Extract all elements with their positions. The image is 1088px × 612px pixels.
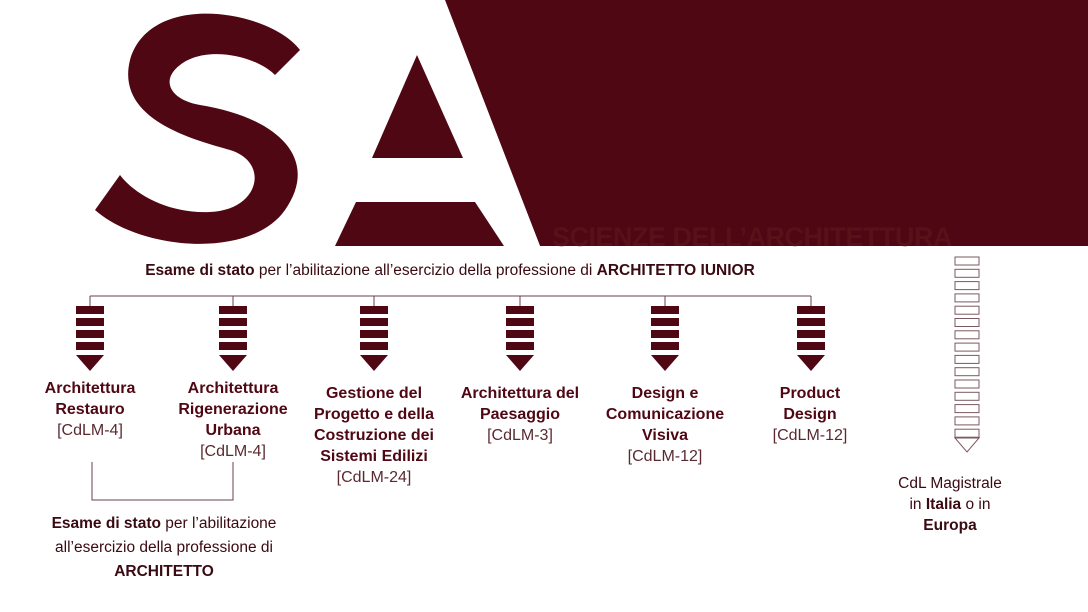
outlined-bar [955,282,979,290]
side-europa: Europa [923,517,977,534]
program-name: Gestione del Progetto e della Costruzione dei Sistemi Edilizi [313,385,435,465]
outlined-bar [955,405,979,413]
arrow-down-icon [506,296,534,371]
arrow-bar [797,306,825,314]
program-name: Product Design [779,385,841,423]
program-name: Architettura del Paesaggio [460,385,580,423]
exam-top-role: ARCHITETTO IUNIOR [596,262,755,279]
outlined-bar [955,257,979,265]
program-code: [CdLM-3] [487,427,553,444]
outlined-bar [955,429,979,437]
arrow-down-icon [219,296,247,371]
arrow-head [797,355,825,371]
arrow-bar [219,342,247,350]
program-name: Design e Comunicazione Visiva [605,385,725,444]
arrow-bar [360,342,388,350]
arrow-head [360,355,388,371]
arrow-bar [360,330,388,338]
outlined-bar [955,331,979,339]
exam-bottom-role: ARCHITETTO [114,563,214,580]
arrow-bar [506,330,534,338]
arrow-bar [219,330,247,338]
side-line1: CdL Magistrale [898,475,1002,492]
outlined-bar [955,269,979,277]
arrow-bar [76,342,104,350]
program-code: [CdLM-12] [772,427,848,444]
program-gestione-progetto [306,383,442,488]
side-o-in: o in [961,496,991,513]
program-code: [CdLM-12] [627,448,703,465]
exam-bottom-caption [14,512,314,584]
arrow-bar [506,318,534,326]
outlined-bar [955,355,979,363]
arrow-bar [506,342,534,350]
arrow-bar [651,318,679,326]
program-code: [CdLM-4] [200,443,266,460]
arrow-bar [76,330,104,338]
outlined-arrow-head [955,438,979,452]
program-code: [CdLM-4] [57,422,123,439]
arrow-bar [360,306,388,314]
outlined-bar [955,343,979,351]
program-design-comunicazione-visiva [600,383,730,467]
arrow-head [219,355,247,371]
arrow-bar [651,330,679,338]
outlined-bar [955,368,979,376]
exam-top-bold: Esame di stato [145,262,255,279]
arrow-bar [651,342,679,350]
arrow-head [506,355,534,371]
logo-letter-s [95,14,300,244]
outlined-bar [955,417,979,425]
program-name: Architettura Rigenerazione Urbana [178,380,288,439]
arrow-down-icon [76,296,104,371]
arrow-bar [219,306,247,314]
arrow-head [651,355,679,371]
exam-top-text: per l’abilitazione all’esercizio della professione di [254,262,597,279]
arrow-bar [651,306,679,314]
arrow-bar [360,318,388,326]
side-italia: Italia [925,496,962,513]
program-code: [CdLM-24] [336,469,412,486]
arrow-bar [797,318,825,326]
exam-top-caption [0,262,900,280]
program-architettura-paesaggio [452,383,588,446]
program-architettura-rigenerazione-urbana [168,378,298,462]
arrow-bar [219,318,247,326]
arrow-bar [797,342,825,350]
arrow-down-icon [360,296,388,371]
connector-bottom [92,462,233,500]
outlined-bar [955,294,979,302]
exam-bottom-text: per l’abilitazione all’esercizio della professione di [55,515,277,556]
page-title: SCIENZE DELL’ARCHITETTURA [552,222,953,252]
arrow-down-icon [797,296,825,371]
side-in: in [909,496,926,513]
arrow-bar [76,318,104,326]
arrow-head [76,355,104,371]
brand-banner [444,0,1088,246]
arrow-bar [506,306,534,314]
exam-bottom-bold: Esame di stato [51,515,161,532]
logo-a-trapezoid [335,202,504,246]
program-architettura-restauro [28,378,152,441]
outlined-arrow-down-icon [955,257,979,452]
arrow-bar [797,330,825,338]
program-product-design [760,383,860,446]
outlined-bar [955,319,979,327]
side-caption [890,473,1010,536]
outlined-bar [955,306,979,314]
outlined-bar [955,392,979,400]
arrow-down-icon [651,296,679,371]
arrow-bar [76,306,104,314]
outlined-bar [955,380,979,388]
program-name: Architettura Restauro [44,380,136,418]
